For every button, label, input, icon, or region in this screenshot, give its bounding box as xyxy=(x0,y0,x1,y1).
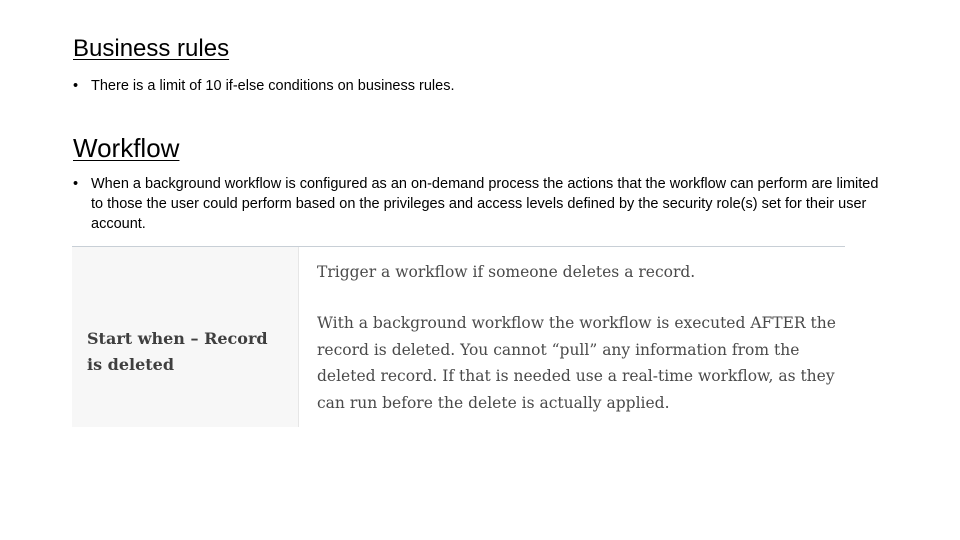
bullet-icon: • xyxy=(73,78,79,94)
workflow-bullet xyxy=(73,174,891,234)
workflow-heading: Workflow xyxy=(73,133,180,163)
business-rules-bullet-text: There is a limit of 10 if-else conditions on business rules. xyxy=(91,78,455,94)
screenshot-label-column xyxy=(72,247,299,427)
business-rules-bullet xyxy=(73,76,831,96)
bullet-icon: • xyxy=(73,176,79,192)
workflow-bullet-text: When a background workflow is configured as an on-demand process the actions that the workflow can perform are limited to those the user could perform based on the privileges and access levels defined by the security role(s) set for their user account. xyxy=(91,176,879,232)
description-text: With a background workflow the workflow is executed AFTER the record is deleted. You cannot “pull” any information from the deleted record. If that is needed use a real-time workflow, as they can run before the delete is actually applied. xyxy=(317,314,836,412)
trigger-text: Trigger a workflow if someone deletes a record. xyxy=(317,263,696,281)
screenshot-description-column xyxy=(317,259,837,416)
embedded-screenshot xyxy=(72,246,845,427)
start-when-label: Start when – Record is deleted xyxy=(87,329,268,374)
business-rules-heading: Business rules xyxy=(73,35,230,62)
